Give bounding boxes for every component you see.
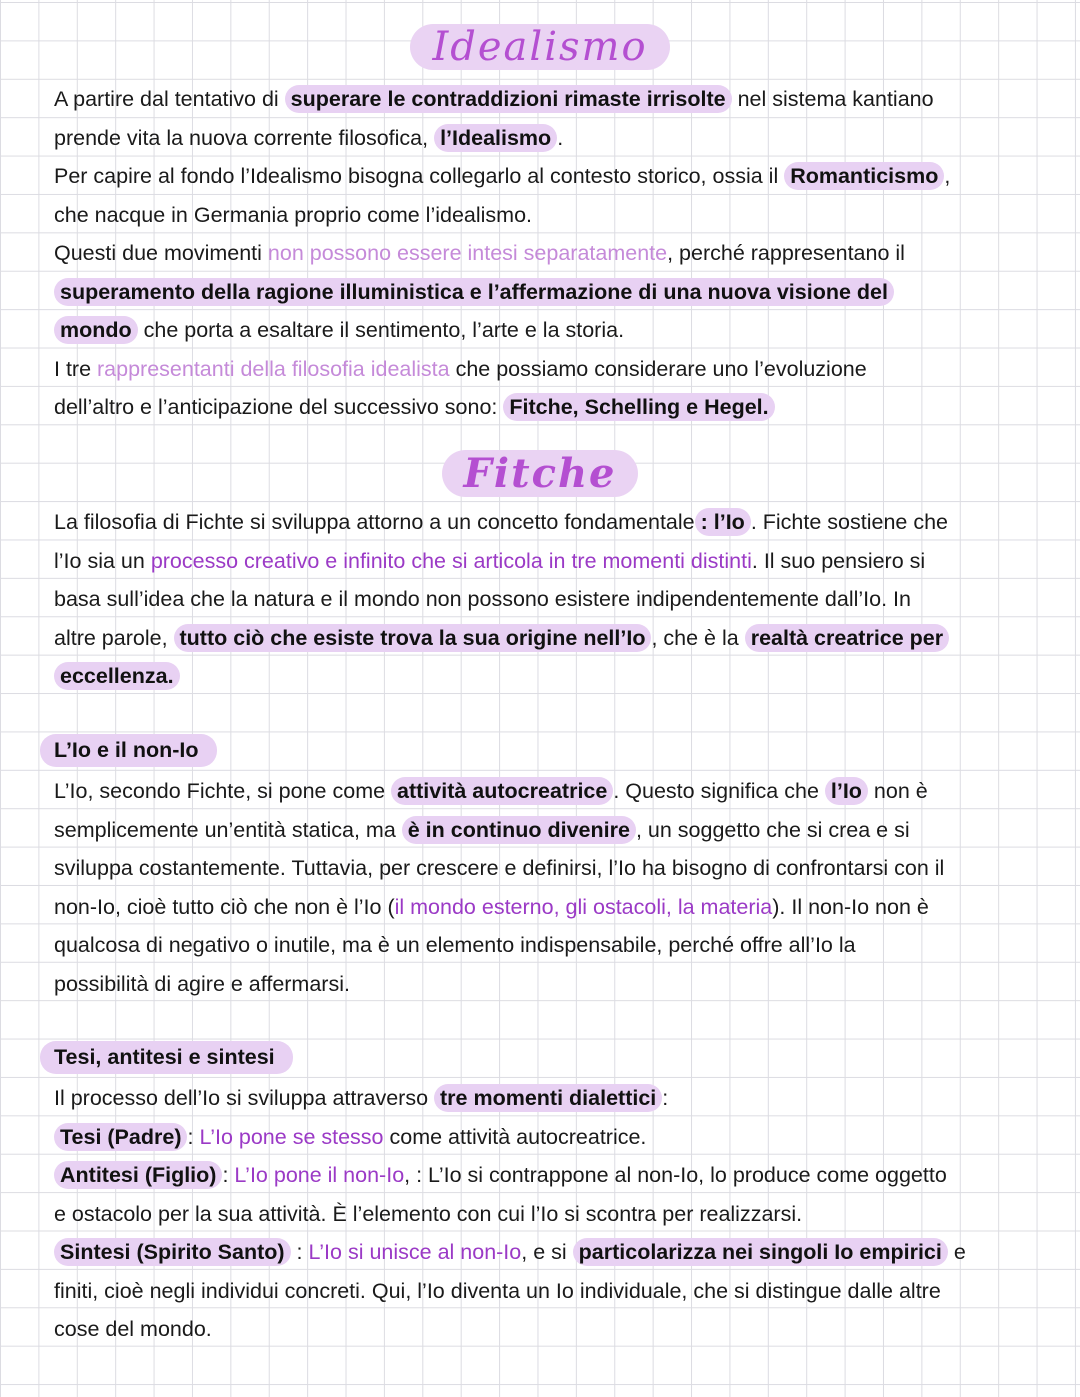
text-span: superamento della ragione illuministica e l’affermazione di una nuova visione del <box>54 278 894 306</box>
text-span: : l’Io <box>695 508 751 536</box>
idealismo-section <box>54 80 1039 427</box>
text-span: . Questo significa che <box>613 779 825 803</box>
text-line <box>54 311 1039 350</box>
text-line <box>54 926 1039 965</box>
text-line <box>54 1272 1039 1311</box>
text-span: non-Io, cioè tutto ciò che non è l’Io ( <box>54 894 395 919</box>
text-span: possibilità di agire e affermarsi. <box>54 971 350 996</box>
text-span: che possiamo considerare uno l’evoluzione <box>449 356 867 381</box>
text-line <box>54 119 1039 158</box>
text-span: , e si <box>521 1240 573 1264</box>
text-span: mondo <box>54 316 138 344</box>
text-span: attività autocreatrice <box>391 777 613 805</box>
text-line <box>54 157 1039 196</box>
dialettica-section <box>54 1079 1039 1349</box>
text-span: Fitche, Schelling e Hegel. <box>503 393 774 421</box>
text-span: l’Io sia un <box>54 548 151 573</box>
text-span: , che è la <box>651 625 745 650</box>
text-span: qualcosa di negativo o inutile, ma è un elemento indispensabile, perché offre all’Io la <box>54 933 856 957</box>
text-line <box>54 1310 1039 1349</box>
text-line <box>54 350 1039 389</box>
text-span: rappresentanti della filosofia idealista <box>97 356 450 381</box>
text-span: A partire dal tentativo di <box>54 87 285 111</box>
text-span: . Fichte sostiene che <box>750 510 948 534</box>
text-span: dell’altro e l’anticipazione del successivo sono: <box>54 395 504 419</box>
text-span: Sintesi (Spirito Santo) <box>54 1238 291 1266</box>
text-span: l’Io <box>825 777 868 805</box>
text-span: L’Io si unisce al non-Io <box>308 1240 522 1264</box>
sintesi-line <box>54 1233 1039 1272</box>
text-span: tre momenti dialettici <box>434 1084 662 1112</box>
text-line <box>54 811 1039 850</box>
text-span: non è <box>867 779 928 803</box>
text-line <box>54 503 1039 542</box>
text-line <box>54 888 1039 927</box>
text-span: come attività autocreatrice. <box>383 1124 647 1149</box>
text-span: l’Idealismo <box>434 124 557 152</box>
text-line <box>54 772 1039 811</box>
text-span: altre parole, <box>54 625 174 650</box>
fitche-section <box>54 503 1039 696</box>
text-span: ). Il non-Io non è <box>772 894 929 919</box>
text-span: è in continuo divenire <box>402 816 636 844</box>
text-span: il mondo esterno, gli ostacoli, la materia <box>394 894 773 919</box>
text-span: processo creativo e infinito che si articola in tre momenti distinti <box>150 548 752 573</box>
text-line <box>54 965 1039 1004</box>
text-span: che nacque in Germania proprio come l’idealismo. <box>54 202 533 227</box>
text-line <box>54 657 1039 696</box>
text-line <box>54 849 1039 888</box>
text-span: basa sull’idea che la natura e il mondo non possono esistere indipendentemente dall’Io. In <box>54 587 911 611</box>
text-span: e ostacolo per la sua attività. È l’elemento con cui l’Io si scontra per realizzarsi. <box>54 1201 803 1226</box>
text-span: : <box>662 1086 669 1110</box>
text-span: L’Io pone se stesso <box>199 1124 384 1149</box>
text-span: non possono essere intesi separatamente <box>267 241 668 265</box>
text-span: cose del mondo. <box>54 1317 212 1341</box>
text-span: che porta a esaltare il sentimento, l’arte e la storia. <box>137 318 625 342</box>
text-span: . Il suo pensiero si <box>751 548 926 573</box>
text-span: L’Io, secondo Fichte, si pone come <box>54 779 392 803</box>
text-span: finiti, cioè negli individui concreti. Qui, l’Io diventa un Io individuale, che si distingue dalle altre <box>54 1278 941 1303</box>
text-span: : <box>290 1240 309 1264</box>
text-span: . <box>557 125 564 150</box>
text-span: Idealismo <box>410 24 669 70</box>
text-span: Fitche <box>442 450 639 497</box>
text-span: particolarizza nei singoli Io empirici <box>573 1238 948 1266</box>
text-line <box>54 1195 1039 1234</box>
text-span: L’Io pone il non-Io <box>234 1163 405 1187</box>
text-line <box>54 1079 1039 1118</box>
text-line <box>54 542 1039 581</box>
text-span: semplicemente un’entità statica, ma <box>54 817 402 842</box>
text-line <box>54 580 1039 619</box>
text-span: , <box>944 164 951 188</box>
antitesi-line <box>54 1156 1039 1195</box>
text-line <box>54 196 1039 235</box>
text-span: Il processo dell’Io si sviluppa attraverso <box>54 1086 435 1110</box>
text-span: tutto ciò che esiste trova la sua origine nell’Io <box>174 624 652 652</box>
text-line <box>54 273 1039 312</box>
text-span: , un soggetto che si crea e si <box>635 817 910 842</box>
text-span: Romanticismo <box>784 162 944 190</box>
text-span: La filosofia di Fichte si sviluppa attorno a un concetto fondamentale <box>54 510 695 534</box>
text-line <box>54 388 1039 427</box>
heading-tesi-antitesi-sintesi: Tesi, antitesi e sintesi <box>40 1041 293 1074</box>
io-nonio-section <box>54 772 1039 1003</box>
tesi-line <box>54 1118 1039 1157</box>
text-span: Antitesi (Figlio) <box>54 1161 222 1189</box>
text-span: realtà creatrice per <box>745 624 949 652</box>
text-span: I tre <box>54 356 98 381</box>
text-span: prende vita la nuova corrente filosofica, <box>54 125 435 150</box>
title-idealismo <box>0 24 1080 70</box>
text-span: : <box>187 1124 200 1149</box>
text-span: Per capire al fondo l’Idealismo bisogna collegarlo al contesto storico, ossia il <box>54 164 785 188</box>
text-span: nel sistema kantiano <box>731 87 934 111</box>
text-span: , perché rappresentano il <box>667 241 905 265</box>
title-fitche <box>0 450 1080 497</box>
text-span: superare le contraddizioni rimaste irrisolte <box>285 85 732 113</box>
text-span: sviluppa costantemente. Tuttavia, per crescere e definirsi, l’Io ha bisogno di confrontarsi con il <box>54 856 945 880</box>
text-line <box>54 234 1039 273</box>
text-span: Questi due movimenti <box>54 241 268 265</box>
heading-io-nonio: L’Io e il non-Io <box>40 734 217 767</box>
text-line <box>54 80 1039 119</box>
text-span: Tesi (Padre) <box>54 1123 187 1151</box>
text-span: , : L’Io si contrappone al non-Io, lo produce come oggetto <box>404 1163 947 1187</box>
text-span: e <box>947 1240 966 1264</box>
text-line <box>54 619 1039 658</box>
text-span: eccellenza. <box>54 662 180 690</box>
text-span: : <box>222 1163 235 1187</box>
